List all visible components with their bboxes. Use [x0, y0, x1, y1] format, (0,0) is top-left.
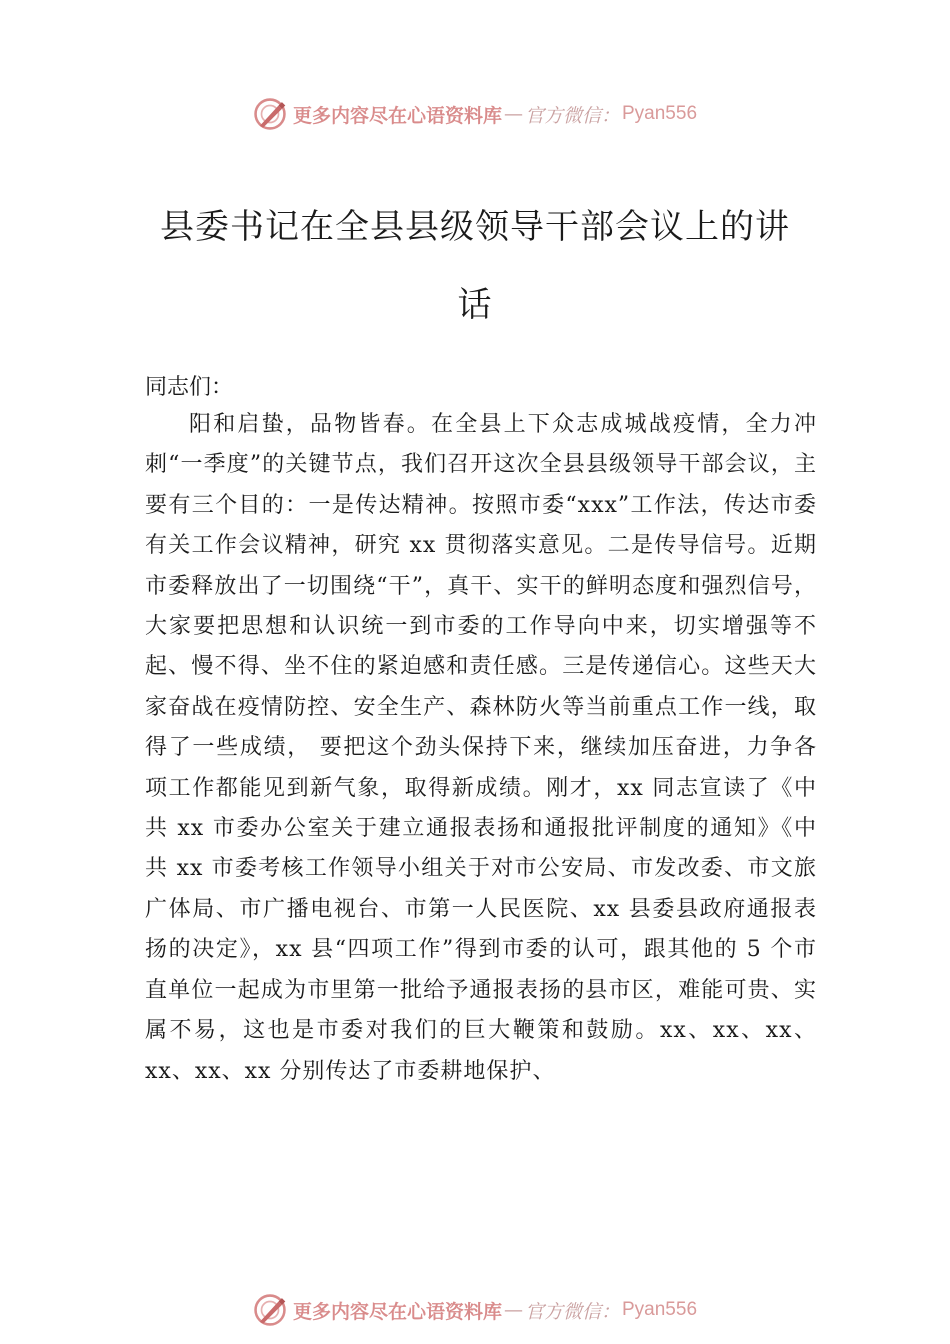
watermark-label: 官方微信：	[524, 104, 620, 127]
watermark-separator: —	[503, 1299, 523, 1321]
pen-logo-icon	[253, 1293, 287, 1327]
watermark-label: 官方微信：	[524, 1300, 620, 1323]
pen-logo-icon	[253, 97, 287, 131]
watermark-brand: 更多内容尽在心语资料库	[292, 1300, 502, 1323]
watermark-separator: —	[503, 103, 523, 125]
watermark-wechat-id: Pyan556	[622, 1299, 698, 1320]
watermark-wechat-id: Pyan556	[622, 103, 698, 124]
salutation: 同志们：	[145, 375, 234, 400]
watermark-header	[0, 94, 950, 134]
watermark-footer	[0, 1290, 950, 1330]
document-title: 县委书记在全县县级领导干部会议上的讲话	[160, 207, 790, 325]
body-paragraph: 阳和启蛰，品物皆春。在全县上下众志成城战疫情，全力冲刺“一季度”的关键节点，我们召开这次全县县级领导干部会议，主要有三个目的：一是传达精神。按照市委“xxx”工作法，传达市委有关工作会议精神，研究 xx 贯彻落实意见。二是传导信号。近期市委释放出了一切围绕“干”，真干、实干的鲜明态度和强烈信号，大家要把思想和认识统一到市委的工作导向中来，切实增强等不起、慢不得、坐不住的紧迫感和责任感。三是传递信心。这些天大家奋战在疫情防控、安全生产、森林防火等当前重点工作一线，取得了一些成绩， 要把这个劲头保持下来，继续加压奋进，力争各项工作都能见到新气象，取得新成绩。刚才，xx 同志宣读了《中共 xx 市委办公室关于建立通报表扬和通报批评制度的通知》《中共 xx 市委考核工作领导小组关于对市公安局、市发改委、市文旅广体局、市广播电视台、市第一人民医院、xx 县委县政府通报表扬的决定》，xx 县“四项工作”得到市委的认可，跟其他的 5 个市直单位一起成为市里第一批给予通报表扬的县市区，难能可贵、实属不易，这也是市委对我们的巨大鞭策和鼓励。xx、xx、xx、xx、xx、xx 分别传达了市委耕地保护、	[145, 412, 817, 1084]
watermark-brand: 更多内容尽在心语资料库	[292, 104, 502, 127]
